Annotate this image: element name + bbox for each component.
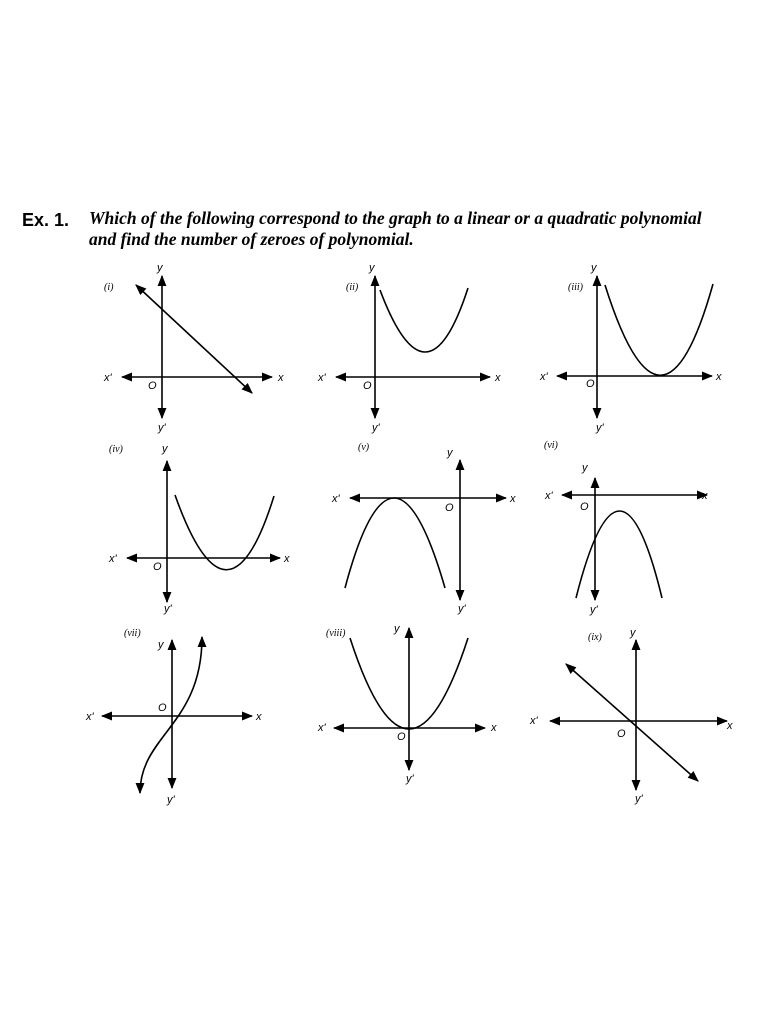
graph-vii-yneg-label: y' [167, 794, 175, 806]
graph-i-yneg-label: y' [158, 422, 166, 434]
parabola-curve [576, 511, 662, 598]
graph-ii-origin: O [363, 380, 372, 392]
graph-viii-origin: O [397, 731, 406, 743]
graph-v-xneg-label: x' [332, 493, 340, 505]
graph-vi-y-label: y [582, 462, 588, 474]
graph-ix [550, 640, 727, 790]
graph-v [345, 460, 506, 600]
graph-vii-y-label: y [158, 639, 164, 651]
graph-viii-roman: (viii) [326, 628, 346, 639]
graph-v-roman: (v) [358, 442, 370, 453]
parabola-curve [605, 284, 713, 375]
graph-viii-y-label: y [394, 623, 400, 635]
graph-viii-x-label: x [491, 722, 497, 734]
graph-ix-y-label: y [630, 627, 636, 639]
graph-viii [334, 628, 485, 770]
graph-viii-yneg-label: y' [406, 773, 414, 785]
graph-ii-x-label: x [495, 372, 501, 384]
graph-v-x-label: x [510, 493, 516, 505]
graph-vi-roman: (vi) [544, 440, 558, 451]
graph-vi-yneg-label: y' [590, 604, 598, 616]
graph-ix-roman: (ix) [588, 632, 602, 643]
graph-ii-y-label: y [369, 262, 375, 274]
graph-vi-x-label: x [702, 490, 708, 502]
exercise-number: Ex. 1. [22, 210, 70, 230]
graph-vii-roman: (vii) [124, 628, 141, 639]
graph-vii [102, 637, 252, 793]
graph-vi-xneg-label: x' [545, 490, 553, 502]
graph-iii-x-label: x [716, 371, 722, 383]
graph-vii-origin: O [158, 702, 167, 714]
graph-i-xneg-label: x' [104, 372, 112, 384]
graph-i-y-label: y [157, 262, 163, 274]
graph-iv-origin: O [153, 561, 162, 573]
graph-i-roman: (i) [104, 282, 114, 293]
question-line-1: Which of the following correspond to the graph to a linear or a quadratic polynomial [89, 208, 702, 228]
graph-iv-y-label: y [162, 443, 168, 455]
question-line-2: and find the number of zeroes of polynomial. [89, 229, 414, 249]
graph-v-yneg-label: y' [458, 603, 466, 615]
graph-i [122, 276, 272, 418]
graph-iii-origin: O [586, 378, 595, 390]
graph-v-y-label: y [447, 447, 453, 459]
graph-iii-y-label: y [591, 262, 597, 274]
graph-vii-x-label: x [256, 711, 262, 723]
graph-vii-xneg-label: x' [86, 711, 94, 723]
graph-iii-yneg-label: y' [596, 422, 604, 434]
graph-i-origin: O [148, 380, 157, 392]
graph-iii [557, 276, 713, 418]
graph-ii-yneg-label: y' [372, 422, 380, 434]
graph-ix-yneg-label: y' [635, 793, 643, 805]
graph-vi-origin: O [580, 501, 589, 513]
graph-viii-xneg-label: x' [318, 722, 326, 734]
graph-ix-x-label: x [727, 720, 733, 732]
graph-iv [127, 461, 280, 602]
parabola-curve [345, 498, 445, 588]
graph-vi [562, 478, 707, 600]
graph-iii-roman: (iii) [568, 282, 583, 293]
graph-ix-origin: O [617, 728, 626, 740]
graph-iv-yneg-label: y' [164, 603, 172, 615]
cubic-curve [140, 637, 202, 793]
graph-i-x-label: x [278, 372, 284, 384]
graph-ii-roman: (ii) [346, 282, 359, 293]
parabola-curve [380, 288, 468, 352]
graph-v-origin: O [445, 502, 454, 514]
graph-ii-xneg-label: x' [318, 372, 326, 384]
graph-ix-xneg-label: x' [530, 715, 538, 727]
graph-iv-xneg-label: x' [109, 553, 117, 565]
graph-iv-x-label: x [284, 553, 290, 565]
graph-iv-roman: (iv) [109, 444, 123, 455]
graph-iii-xneg-label: x' [540, 371, 548, 383]
graph-ii [336, 276, 490, 418]
line-curve [566, 664, 698, 781]
